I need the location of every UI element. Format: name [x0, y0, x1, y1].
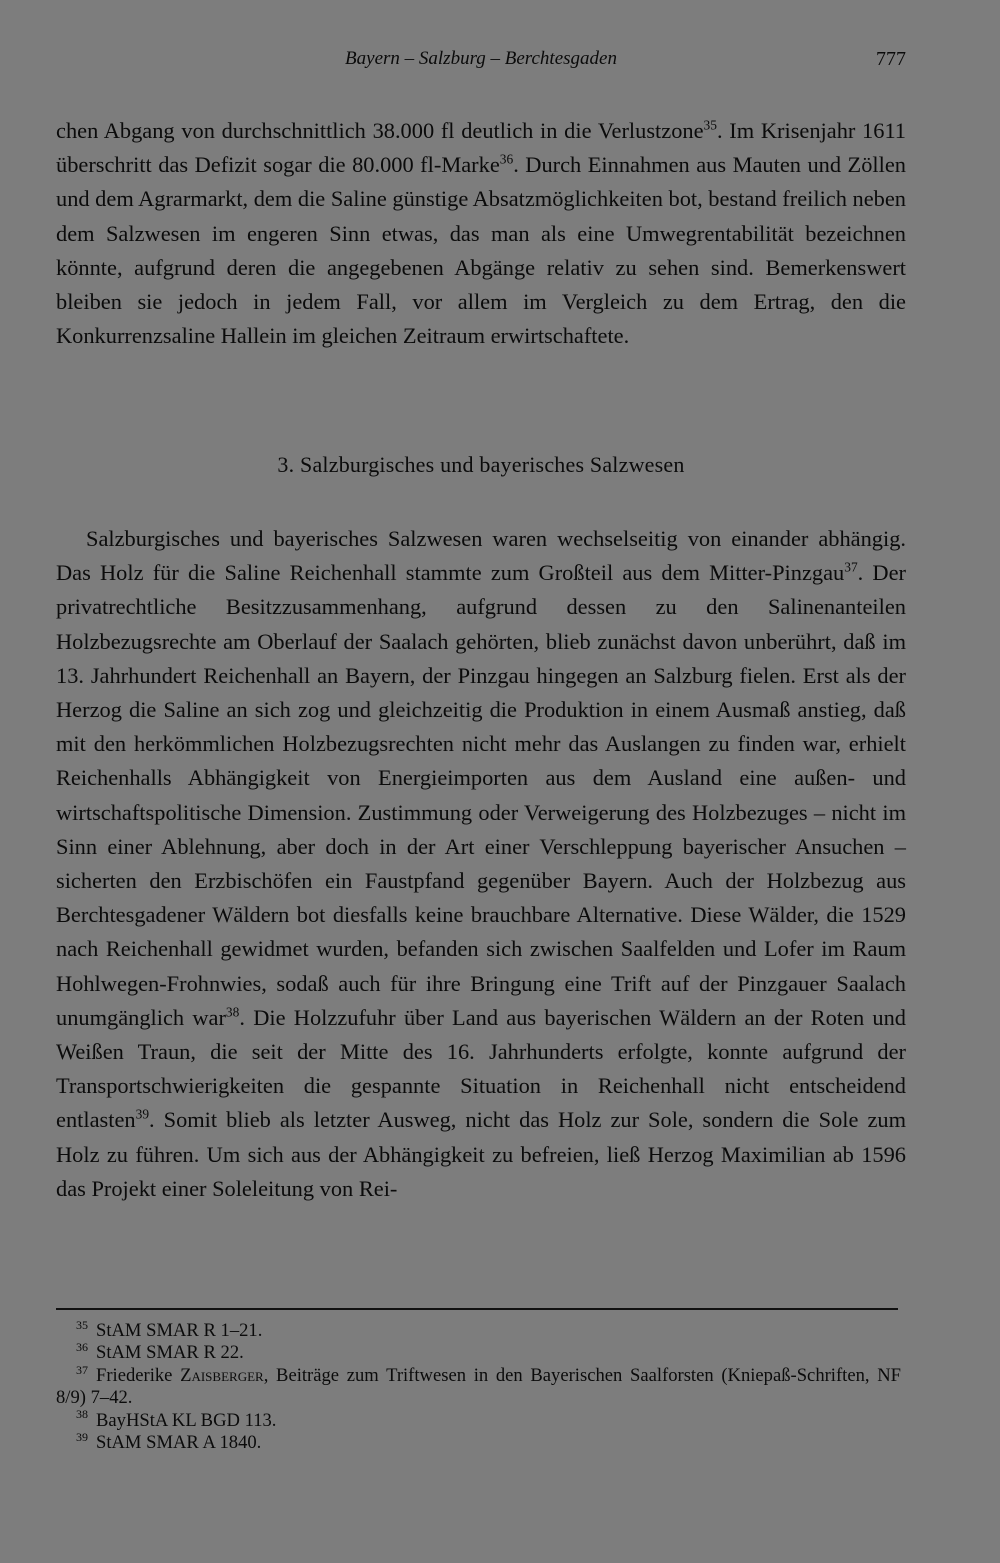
section-heading: 3. Salzburgisches und bayerisches Salzwesen	[277, 452, 685, 477]
running-head-title: Bayern – Salzburg – Berchtesgaden	[345, 48, 617, 69]
footnote-ref: 35	[703, 117, 717, 133]
paragraph-text: . Im Krisenjahr 1611 überschritt das Defizit sogar die 80.000 fl-Marke	[56, 118, 906, 178]
footnote-text: StAM SMAR R 22.	[96, 1342, 244, 1364]
footnote	[56, 1317, 901, 1342]
footnote-author: Zaisberger	[180, 1364, 264, 1386]
footnote	[56, 1342, 901, 1364]
footnote-ref: 38	[225, 1004, 240, 1020]
paragraph-text: . Somit blieb als letzter Ausweg, nicht das Holz zur Sole, sondern die Sole zum Holz zu führen. Um sich aus der Abhängigkeit zu befreien, ließ Herzog Maximilian ab 1596 das Projekt einer Soleleitung von Rei-	[56, 1107, 906, 1201]
footnote-number: 36	[76, 1340, 88, 1355]
paragraph-text: chen Abgang von durchschnittlich 38.000 fl deutlich in die Verlustzone	[56, 118, 704, 143]
footnote-ref: 37	[844, 559, 858, 575]
footnote-text: StAM SMAR A 1840.	[96, 1432, 262, 1454]
footnote-ref: 39	[135, 1106, 150, 1122]
paragraph-text: Salzburgisches und bayerisches Salzwesen waren wechselseitig von einander abhängig. Das Holz für die Saline Reichenhall stammte zum Großteil aus dem Mitter-Pinzgau	[56, 526, 906, 586]
footnote-text: BayHStA KL BGD 113.	[96, 1409, 277, 1431]
page-number: 777	[876, 48, 906, 70]
paragraph-2	[56, 522, 906, 1206]
footnote-text: StAM SMAR R 1–21.	[96, 1320, 263, 1341]
footnote-divider	[56, 1308, 898, 1310]
paragraph-text: . Die Holzzufuhr über Land aus bayerischen Wäldern an der Roten und Weißen Traun, die seit der Mitte des 16. Jahrhunderts erfolgte, konnte aufgrund der Transportschwierigkeiten die gespannte Situation in Reichenhall nicht entscheidend entlasten	[56, 1004, 906, 1133]
footnote	[56, 1362, 901, 1410]
footnotes	[56, 1317, 901, 1454]
paragraph-1	[56, 114, 906, 353]
footnote-text: Friederike	[96, 1364, 181, 1386]
running-head	[56, 48, 906, 74]
footnote-number: 35	[76, 1317, 88, 1332]
paragraph-text: . Der privatrechtliche Besitzzusammenhang, aufgrund dessen zu den Salinenanteilen Holzbezugsrechte am Oberlauf der Saalach gehörten, blieb zunächst davon unberührt, daß im 13. Jahrhundert Reichenhall an Bayern, der Pinzgau hingegen an Salzburg fielen. Erst als der Herzog die Saline an sich zog und gleichzeitig die Produktion in einem Ausmaß anstieg, daß mit den herkömmlichen Holzbezugsrechten nicht mehr das Auslangen zu finden war, erhielt Reichenhalls Abhängigkeit von Energieimporten aus dem Ausland eine außen- und wirtschaftspolitische Dimension. Zustimmung oder Verweigerung des Holzbezuges – nicht im Sinn einer Ablehnung, aber doch in der Art einer Verschleppung bayerischer Ansuchen – sicherten den Erzbischöfen ein Faustpfand gegenüber Bayern. Auch der Holzbezug aus Berchtesgadener Wäldern bot diesfalls keine brauchbare Alternative. Diese Wälder, die 1529 nach Reichenhall gewidmet wurden, befanden sich zwischen Saalfelden und Lofer im Raum Hohlwegen-Frohnwies, sodaß auch für ihre Bringung eine Trift auf der Pinzgauer Saalach unumgänglich war	[56, 560, 906, 1030]
paragraph-text: . Durch Einnahmen aus Mauten und Zöllen und dem Agrarmarkt, dem die Saline günstige Absatzmöglichkeiten bot, bestand freilich neben dem Salzwesen im engeren Sinn etwas, das man als eine Umwegrentabilität bezeichnen könnte, aufgrund deren die angegebenen Abgänge relativ zu sehen sind. Bemerkenswert bleiben sie jedoch in jedem Fall, vor allem im Vergleich zu dem Ertrag, den die Konkurrenzsaline Hallein im gleichen Zeitraum erwirtschaftete.	[56, 152, 907, 349]
footnote	[56, 1429, 901, 1454]
footnote-ref: 36	[499, 151, 514, 167]
footnote-number: 37	[76, 1362, 88, 1377]
footnote-text: , Beiträge zum Triftwesen in den Bayerischen Saalforsten (Kniepaß-Schriften, NF 8/9) 7–42.	[56, 1364, 901, 1409]
footnote	[56, 1407, 901, 1432]
footnote-number: 39	[76, 1429, 88, 1444]
footnote-number: 38	[76, 1407, 88, 1422]
